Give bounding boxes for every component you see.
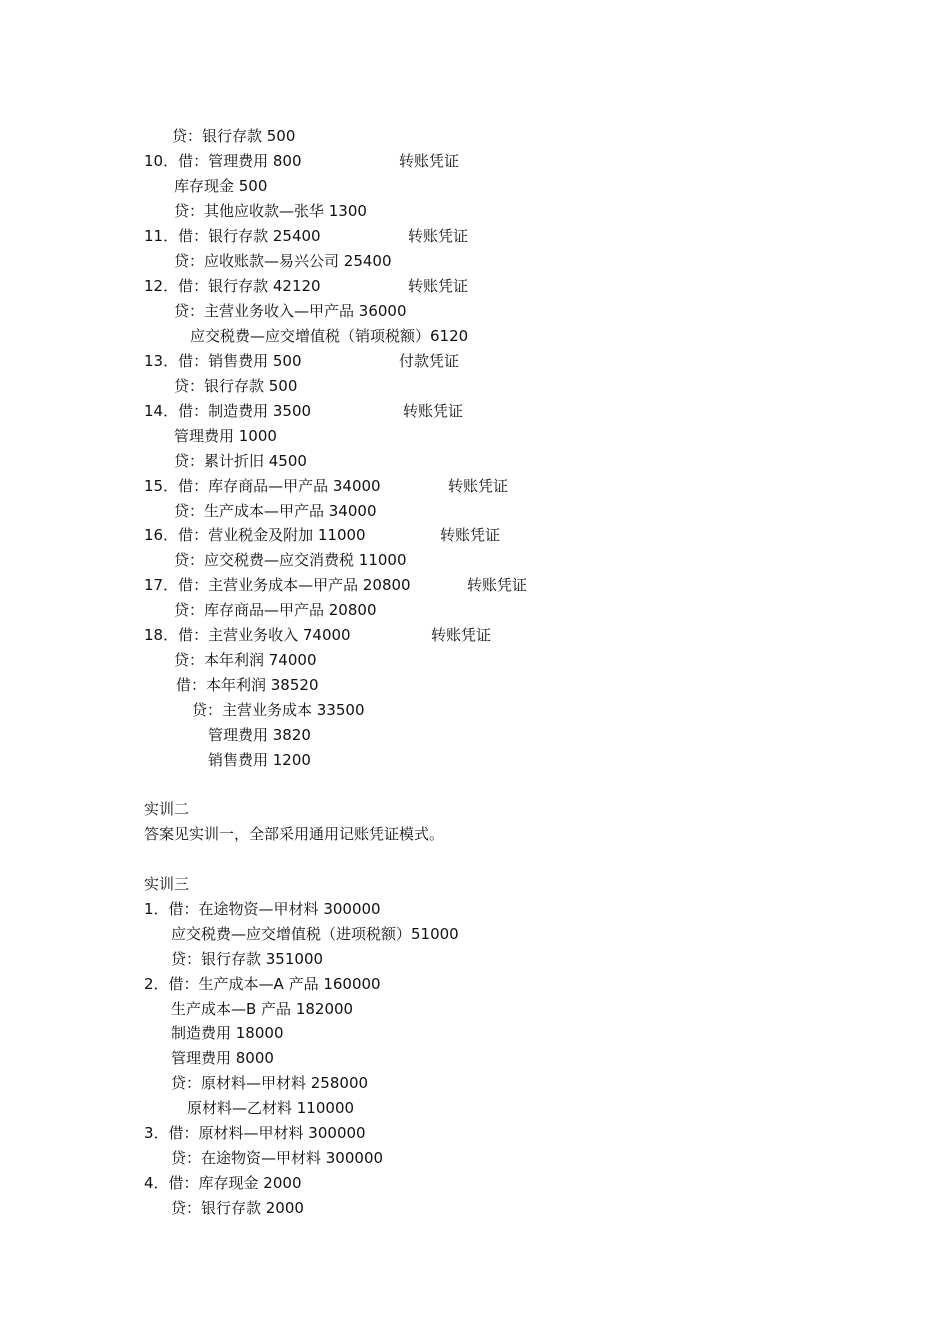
entry-line: 销售费用 1200	[208, 751, 311, 769]
entry-line: 应交税费—应交增值税（销项税额）6120	[190, 327, 469, 345]
section-note: 答案见实训一，全部采用通用记账凭证模式。	[144, 825, 445, 843]
voucher-type: 转账凭证	[467, 576, 528, 594]
entry-line: 借：本年利润 38520	[176, 676, 319, 694]
entry-line: 制造费用 18000	[171, 1024, 284, 1042]
entry-line: 11．借：银行存款 25400	[144, 227, 321, 245]
entry-line: 贷：库存商品—甲产品 20800	[174, 601, 377, 619]
entry-line: 17．借：主营业务成本—甲产品 20800	[144, 576, 411, 594]
section-heading: 实训二	[144, 800, 190, 818]
entry-line: 管理费用 8000	[171, 1049, 274, 1067]
entry-line: 贷：应交税费—应交消费税 11000	[174, 551, 407, 569]
entry-line: 贷：应收账款—易兴公司 25400	[174, 252, 392, 270]
entry-line: 贷：原材料—甲材料 258000	[171, 1074, 369, 1092]
voucher-type: 转账凭证	[408, 277, 469, 295]
voucher-type: 转账凭证	[431, 626, 492, 644]
entry-line: 贷：银行存款 2000	[171, 1199, 304, 1217]
entry-line: 库存现金 500	[174, 177, 268, 195]
entry-line: 2．借：生产成本—A 产品 160000	[144, 975, 381, 993]
entry-line: 4．借：库存现金 2000	[144, 1174, 302, 1192]
entry-line: 生产成本—B 产品 182000	[171, 1000, 354, 1018]
entry-line: 13．借：销售费用 500	[144, 352, 302, 370]
entry-line: 原材料—乙材料 110000	[187, 1099, 355, 1117]
entry-line: 贷：主营业务收入—甲产品 36000	[174, 302, 407, 320]
entry-line: 贷：银行存款 500	[174, 377, 298, 395]
entry-line: 15．借：库存商品—甲产品 34000	[144, 477, 381, 495]
entry-line: 贷：生产成本—甲产品 34000	[174, 502, 377, 520]
entry-line: 应交税费—应交增值税（进项税额）51000	[171, 925, 459, 943]
voucher-type: 转账凭证	[408, 227, 469, 245]
entry-line: 贷：银行存款 351000	[171, 950, 324, 968]
section-heading: 实训三	[144, 875, 190, 893]
entry-line: 管理费用 1000	[174, 427, 277, 445]
entry-line: 12．借：银行存款 42120	[144, 277, 321, 295]
voucher-type: 转账凭证	[403, 402, 464, 420]
entry-line: 管理费用 3820	[208, 726, 311, 744]
entry-line: 10．借：管理费用 800	[144, 152, 302, 170]
entry-line: 18．借：主营业务收入 74000	[144, 626, 351, 644]
voucher-type: 转账凭证	[448, 477, 509, 495]
voucher-type: 转账凭证	[399, 152, 460, 170]
entry-line: 贷：在途物资—甲材料 300000	[171, 1149, 384, 1167]
voucher-type: 付款凭证	[399, 352, 460, 370]
entry-line: 贷：本年利润 74000	[174, 651, 317, 669]
entry-line: 3．借：原材料—甲材料 300000	[144, 1124, 366, 1142]
entry-line: 贷：主营业务成本 33500	[192, 701, 365, 719]
entry-line: 贷：累计折旧 4500	[174, 452, 307, 470]
entry-line: 16．借：营业税金及附加 11000	[144, 526, 366, 544]
entry-line: 14．借：制造费用 3500	[144, 402, 312, 420]
entry-line: 贷：银行存款 500	[172, 127, 296, 145]
voucher-type: 转账凭证	[440, 526, 501, 544]
entry-line: 1．借：在途物资—甲材料 300000	[144, 900, 381, 918]
entry-line: 贷：其他应收款—张华 1300	[174, 202, 367, 220]
